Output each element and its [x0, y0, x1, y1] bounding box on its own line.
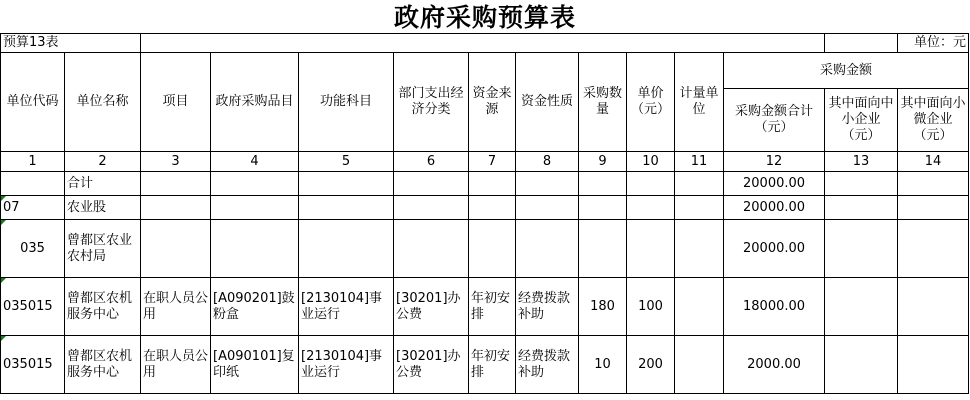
meta-row	[1, 34, 969, 53]
cell-source: 年初安排	[469, 278, 516, 336]
unit-note: 单位：元	[898, 34, 969, 53]
cell-nature	[516, 220, 579, 278]
cell-qty	[579, 196, 627, 220]
cell-qty: 180	[579, 278, 627, 336]
cell-price	[627, 196, 675, 220]
col-number: 8	[516, 152, 579, 172]
col-number: 6	[394, 152, 469, 172]
cell-nature: 经费拨款补助	[516, 278, 579, 336]
cell-unit	[675, 196, 724, 220]
meta-blank	[141, 34, 825, 53]
cell-qty	[579, 220, 627, 278]
cell-name: 农业股	[65, 196, 141, 220]
cell-price: 100	[627, 278, 675, 336]
col-number: 11	[675, 152, 724, 172]
cell-micro	[898, 196, 969, 220]
cell-micro	[898, 336, 969, 394]
cell-item: 在职人员公用	[141, 278, 211, 336]
header-fund-nature: 资金性质	[516, 53, 579, 152]
cell-sme	[825, 278, 898, 336]
table-row	[1, 278, 969, 336]
cell-gov-item	[211, 172, 299, 196]
header-price: 单价（元）	[627, 53, 675, 152]
cell-source: 年初安排	[469, 336, 516, 394]
cell-sme	[825, 336, 898, 394]
header-fund-source: 资金来源	[469, 53, 516, 152]
cell-item	[141, 172, 211, 196]
cell-total: 20000.00	[724, 220, 825, 278]
header-amount-sme: 其中面向中小企业（元）	[825, 89, 898, 152]
cell-name: 曾都区农机服务中心	[65, 336, 141, 394]
cell-code: 035	[1, 220, 65, 278]
table-row-total	[1, 172, 969, 196]
cell-source	[469, 220, 516, 278]
cell-total: 20000.00	[724, 196, 825, 220]
cell-econ	[394, 172, 469, 196]
cell-micro	[898, 278, 969, 336]
table-number: 预算13表	[1, 34, 141, 53]
cell-econ: [30201]办公费	[394, 278, 469, 336]
cell-func: [2130104]事业运行	[299, 336, 394, 394]
cell-unit	[675, 172, 724, 196]
cell-source	[469, 196, 516, 220]
col-number: 14	[898, 152, 969, 172]
header-econ-class: 部门支出经济分类	[394, 53, 469, 152]
table-title: 政府采购预算表	[393, 3, 576, 32]
procurement-table	[0, 33, 969, 394]
header-amount-group: 采购金额	[724, 53, 969, 89]
cell-nature	[516, 196, 579, 220]
cell-price: 200	[627, 336, 675, 394]
cell-unit	[675, 278, 724, 336]
cell-item	[141, 196, 211, 220]
column-number-row	[1, 152, 969, 172]
header-gov-item: 政府采购品目	[211, 53, 299, 152]
cell-gov-item: [A090101]复印纸	[211, 336, 299, 394]
cell-sme	[825, 196, 898, 220]
col-number: 12	[724, 152, 825, 172]
cell-name: 曾都区农机服务中心	[65, 278, 141, 336]
col-number: 9	[579, 152, 627, 172]
cell-gov-item	[211, 196, 299, 220]
cell-price	[627, 220, 675, 278]
cell-source	[469, 172, 516, 196]
cell-code: 035015	[1, 336, 65, 394]
header-unit-name: 单位名称	[65, 53, 141, 152]
meta-blank-13	[825, 34, 898, 53]
cell-gov-item: [A090201]鼓粉盒	[211, 278, 299, 336]
cell-func	[299, 196, 394, 220]
col-number: 3	[141, 152, 211, 172]
cell-micro	[898, 172, 969, 196]
cell-nature	[516, 172, 579, 196]
col-number: 5	[299, 152, 394, 172]
cell-econ	[394, 196, 469, 220]
header-amount-total: 采购金额合计（元）	[724, 89, 825, 152]
col-number: 1	[1, 152, 65, 172]
header-item: 项目	[141, 53, 211, 152]
cell-code	[1, 172, 65, 196]
cell-unit	[675, 336, 724, 394]
cell-name: 合计	[65, 172, 141, 196]
cell-func	[299, 220, 394, 278]
cell-total: 2000.00	[724, 336, 825, 394]
cell-code: 07	[1, 196, 65, 220]
cell-qty	[579, 172, 627, 196]
table-row	[1, 336, 969, 394]
col-number: 2	[65, 152, 141, 172]
header-row-1	[1, 53, 969, 89]
cell-name: 曾都区农业农村局	[65, 220, 141, 278]
col-number: 7	[469, 152, 516, 172]
cell-item	[141, 220, 211, 278]
cell-item: 在职人员公用	[141, 336, 211, 394]
header-func-subject: 功能科目	[299, 53, 394, 152]
cell-unit	[675, 220, 724, 278]
cell-nature: 经费拨款补助	[516, 336, 579, 394]
header-unit: 计量单位	[675, 53, 724, 152]
cell-price	[627, 172, 675, 196]
header-amount-micro: 其中面向小微企业（元）	[898, 89, 969, 152]
col-number: 4	[211, 152, 299, 172]
cell-sme	[825, 172, 898, 196]
cell-gov-item	[211, 220, 299, 278]
cell-func: [2130104]事业运行	[299, 278, 394, 336]
cell-econ: [30201]办公费	[394, 336, 469, 394]
cell-func	[299, 172, 394, 196]
cell-code: 035015	[1, 278, 65, 336]
cell-econ	[394, 220, 469, 278]
col-number: 13	[825, 152, 898, 172]
cell-qty: 10	[579, 336, 627, 394]
header-qty: 采购数量	[579, 53, 627, 152]
table-row	[1, 220, 969, 278]
cell-total: 18000.00	[724, 278, 825, 336]
cell-sme	[825, 220, 898, 278]
cell-total: 20000.00	[724, 172, 825, 196]
col-number: 10	[627, 152, 675, 172]
table-row	[1, 196, 969, 220]
cell-micro	[898, 220, 969, 278]
header-unit-code: 单位代码	[1, 53, 65, 152]
